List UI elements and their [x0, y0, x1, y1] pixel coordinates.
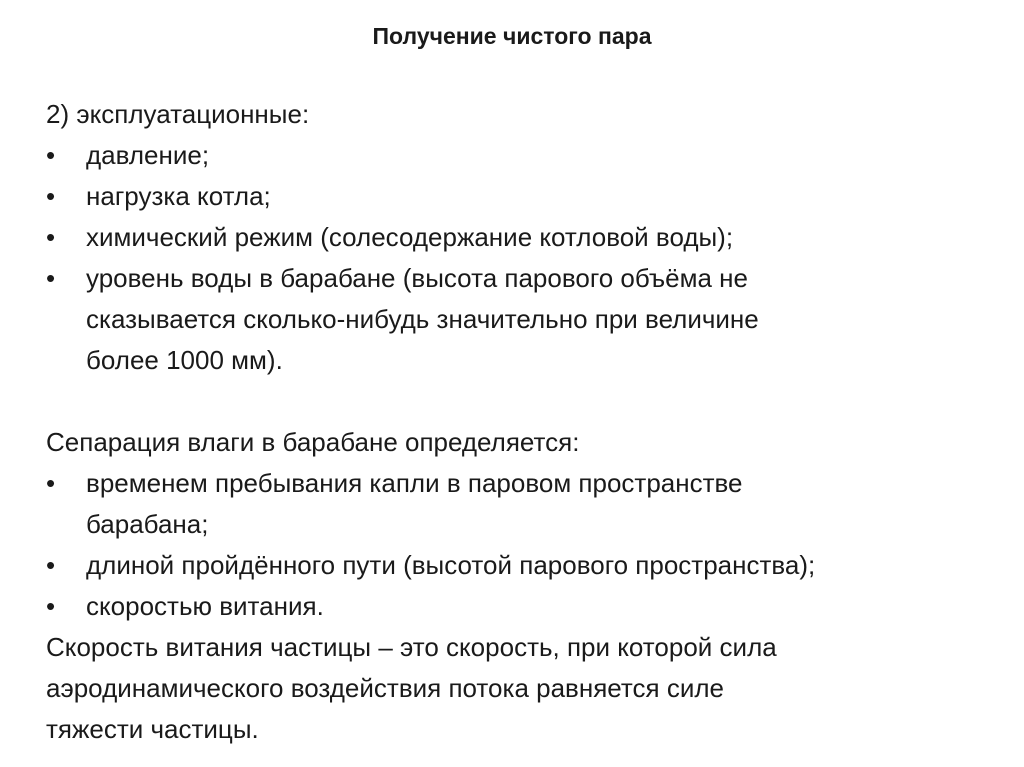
definition-paragraph: Скорость витания частицы – это скорость, при которой сила аэродинамического воздействия потока равняется силе тяжести частицы.: [46, 632, 777, 744]
list-item-text: временем пребывания капли в паровом пространстве барабана;: [86, 468, 743, 539]
list-item: [46, 586, 996, 627]
separation-factors-list: [46, 463, 996, 627]
list-item-text: давление;: [86, 140, 210, 170]
bullet-glyph: •: [46, 140, 56, 170]
section-heading-operational: 2) эксплуатационные:: [46, 99, 310, 129]
list-item-text: химический режим (солесодержание котловой воды);: [86, 222, 734, 252]
list-item: [46, 545, 996, 586]
list-item: [46, 217, 996, 258]
list-item: [46, 463, 996, 545]
list-item-text: скоростью витания.: [86, 591, 324, 621]
slide-title: Получение чистого пара: [372, 23, 652, 49]
bullet-glyph: •: [46, 468, 56, 498]
bullet-glyph: •: [46, 181, 56, 211]
spacer: [46, 381, 996, 422]
list-item: [46, 176, 996, 217]
bullet-glyph: •: [46, 550, 56, 580]
list-item: [46, 135, 996, 176]
operational-factors-list: [46, 135, 996, 381]
list-item-text: уровень воды в барабане (высота парового объёма не сказывается сколько-нибудь значительно при величине более 1000 мм).: [86, 263, 759, 375]
bullet-glyph: •: [46, 263, 56, 293]
list-item-text: длиной пройдённого пути (высотой парового пространства);: [86, 550, 816, 580]
list-item: [46, 258, 996, 381]
bullet-glyph: •: [46, 222, 56, 252]
bullet-glyph: •: [46, 591, 56, 621]
list-item-text: нагрузка котла;: [86, 181, 271, 211]
section-heading-separation: Сепарация влаги в барабане определяется:: [46, 427, 580, 457]
slide-content: [46, 94, 996, 750]
